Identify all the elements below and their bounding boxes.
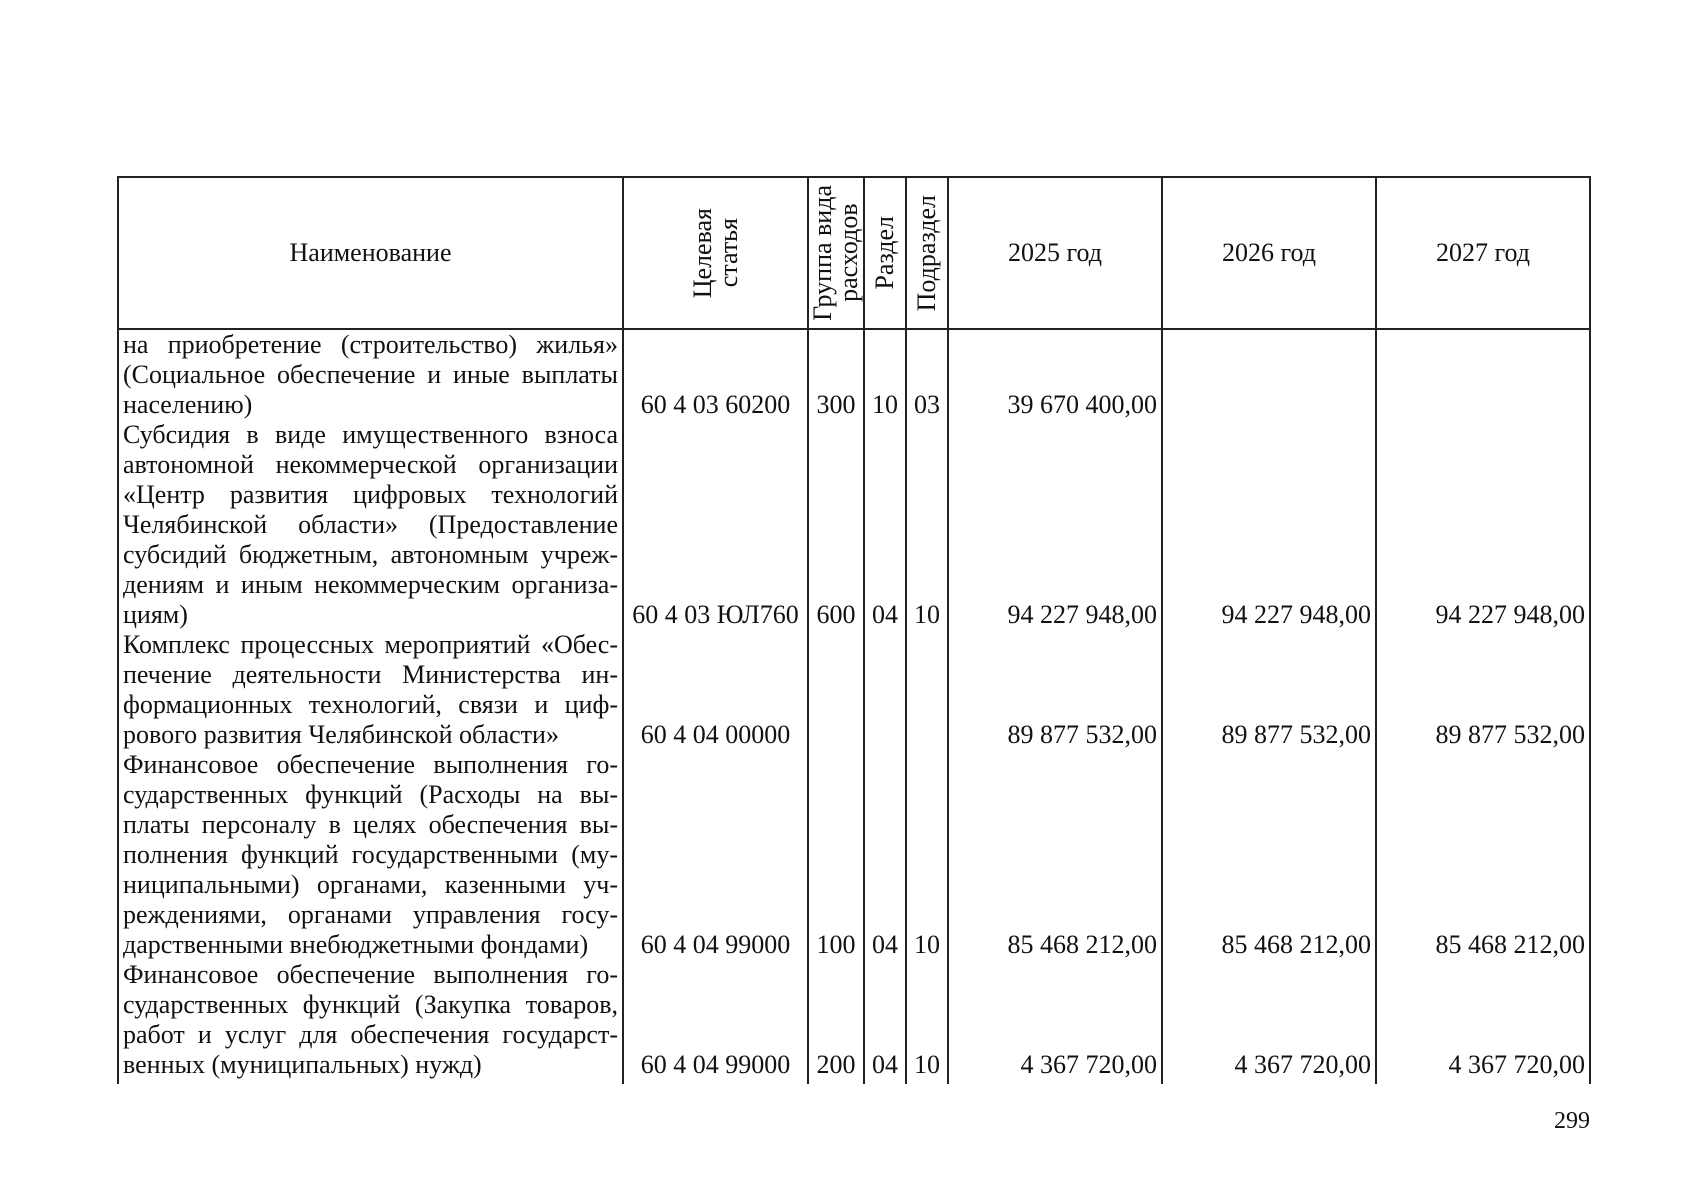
row-amount-2025: 89 877 532,00 <box>948 630 1162 750</box>
row-amount-2026 <box>1162 329 1376 420</box>
row-section <box>864 630 906 750</box>
row-group <box>808 630 864 750</box>
row-group: 200 <box>808 960 864 1084</box>
row-amount-2025: 4 367 720,00 <box>948 960 1162 1084</box>
row-code: 60 4 04 00000 <box>623 630 808 750</box>
header-2026: 2026 год <box>1162 177 1376 329</box>
row-code: 60 4 03 ЮЛ760 <box>623 420 808 630</box>
row-amount-2025: 85 468 212,00 <box>948 750 1162 960</box>
header-expense-group: Группа вида расходов <box>808 177 864 329</box>
row-amount-2025: 39 670 400,00 <box>948 329 1162 420</box>
header-target-article: Целевая статья <box>623 177 808 329</box>
row-amount-2026: 85 468 212,00 <box>1162 750 1376 960</box>
table-row <box>118 420 1590 630</box>
row-name: на приобретение (строительство) жилья» (Социальное обеспечение и иные выплаты населению) <box>118 329 623 420</box>
table-header-row <box>118 177 1590 329</box>
row-amount-2026: 89 877 532,00 <box>1162 630 1376 750</box>
row-section: 04 <box>864 750 906 960</box>
table-row <box>118 630 1590 750</box>
row-subsection: 10 <box>906 420 948 630</box>
row-code: 60 4 04 99000 <box>623 750 808 960</box>
row-subsection: 10 <box>906 960 948 1084</box>
row-amount-2027: 94 227 948,00 <box>1376 420 1590 630</box>
row-group: 100 <box>808 750 864 960</box>
header-subsection: Подраздел <box>906 177 948 329</box>
row-amount-2026: 4 367 720,00 <box>1162 960 1376 1084</box>
row-code: 60 4 03 60200 <box>623 329 808 420</box>
row-amount-2027: 4 367 720,00 <box>1376 960 1590 1084</box>
row-group: 600 <box>808 420 864 630</box>
row-name: Комплекс процессных мероприятий «Обеспечение деятельности Министерства информационных технологий, связи и цифрового развития Челябинской области» <box>118 630 623 750</box>
row-amount-2027 <box>1376 329 1590 420</box>
header-name: Наименование <box>118 177 623 329</box>
table-row <box>118 750 1590 960</box>
row-group: 300 <box>808 329 864 420</box>
row-section: 10 <box>864 329 906 420</box>
row-code: 60 4 04 99000 <box>623 960 808 1084</box>
row-section: 04 <box>864 420 906 630</box>
row-section: 04 <box>864 960 906 1084</box>
row-amount-2025: 94 227 948,00 <box>948 420 1162 630</box>
header-2025: 2025 год <box>948 177 1162 329</box>
budget-table <box>117 176 1591 1084</box>
header-2027: 2027 год <box>1376 177 1590 329</box>
row-subsection <box>906 630 948 750</box>
table-row <box>118 960 1590 1084</box>
row-amount-2027: 85 468 212,00 <box>1376 750 1590 960</box>
row-subsection: 03 <box>906 329 948 420</box>
row-name: Финансовое обеспечение выполнения государственных функций (Расходы на выплаты персоналу в целях обеспечения выполнения функций государственными (муниципальными) органами, казенными учреждениями, органами управления государственными внебюджетными фондами) <box>118 750 623 960</box>
row-name: Субсидия в виде имущественного взноса автономной некоммерческой организации «Центр развития цифровых технологий Челябинской области» (Предоставление субсидий бюджетным, автономным учреждениям и иным некоммерческим организациям) <box>118 420 623 630</box>
row-amount-2026: 94 227 948,00 <box>1162 420 1376 630</box>
row-amount-2027: 89 877 532,00 <box>1376 630 1590 750</box>
row-subsection: 10 <box>906 750 948 960</box>
page-number: 299 <box>1554 1108 1590 1134</box>
row-name: Финансовое обеспечение выполнения государственных функций (Закупка товаров, работ и услуг для обеспечения государственных (муниципальных) нужд) <box>118 960 623 1084</box>
table-row <box>118 329 1590 420</box>
header-section: Раздел <box>864 177 906 329</box>
